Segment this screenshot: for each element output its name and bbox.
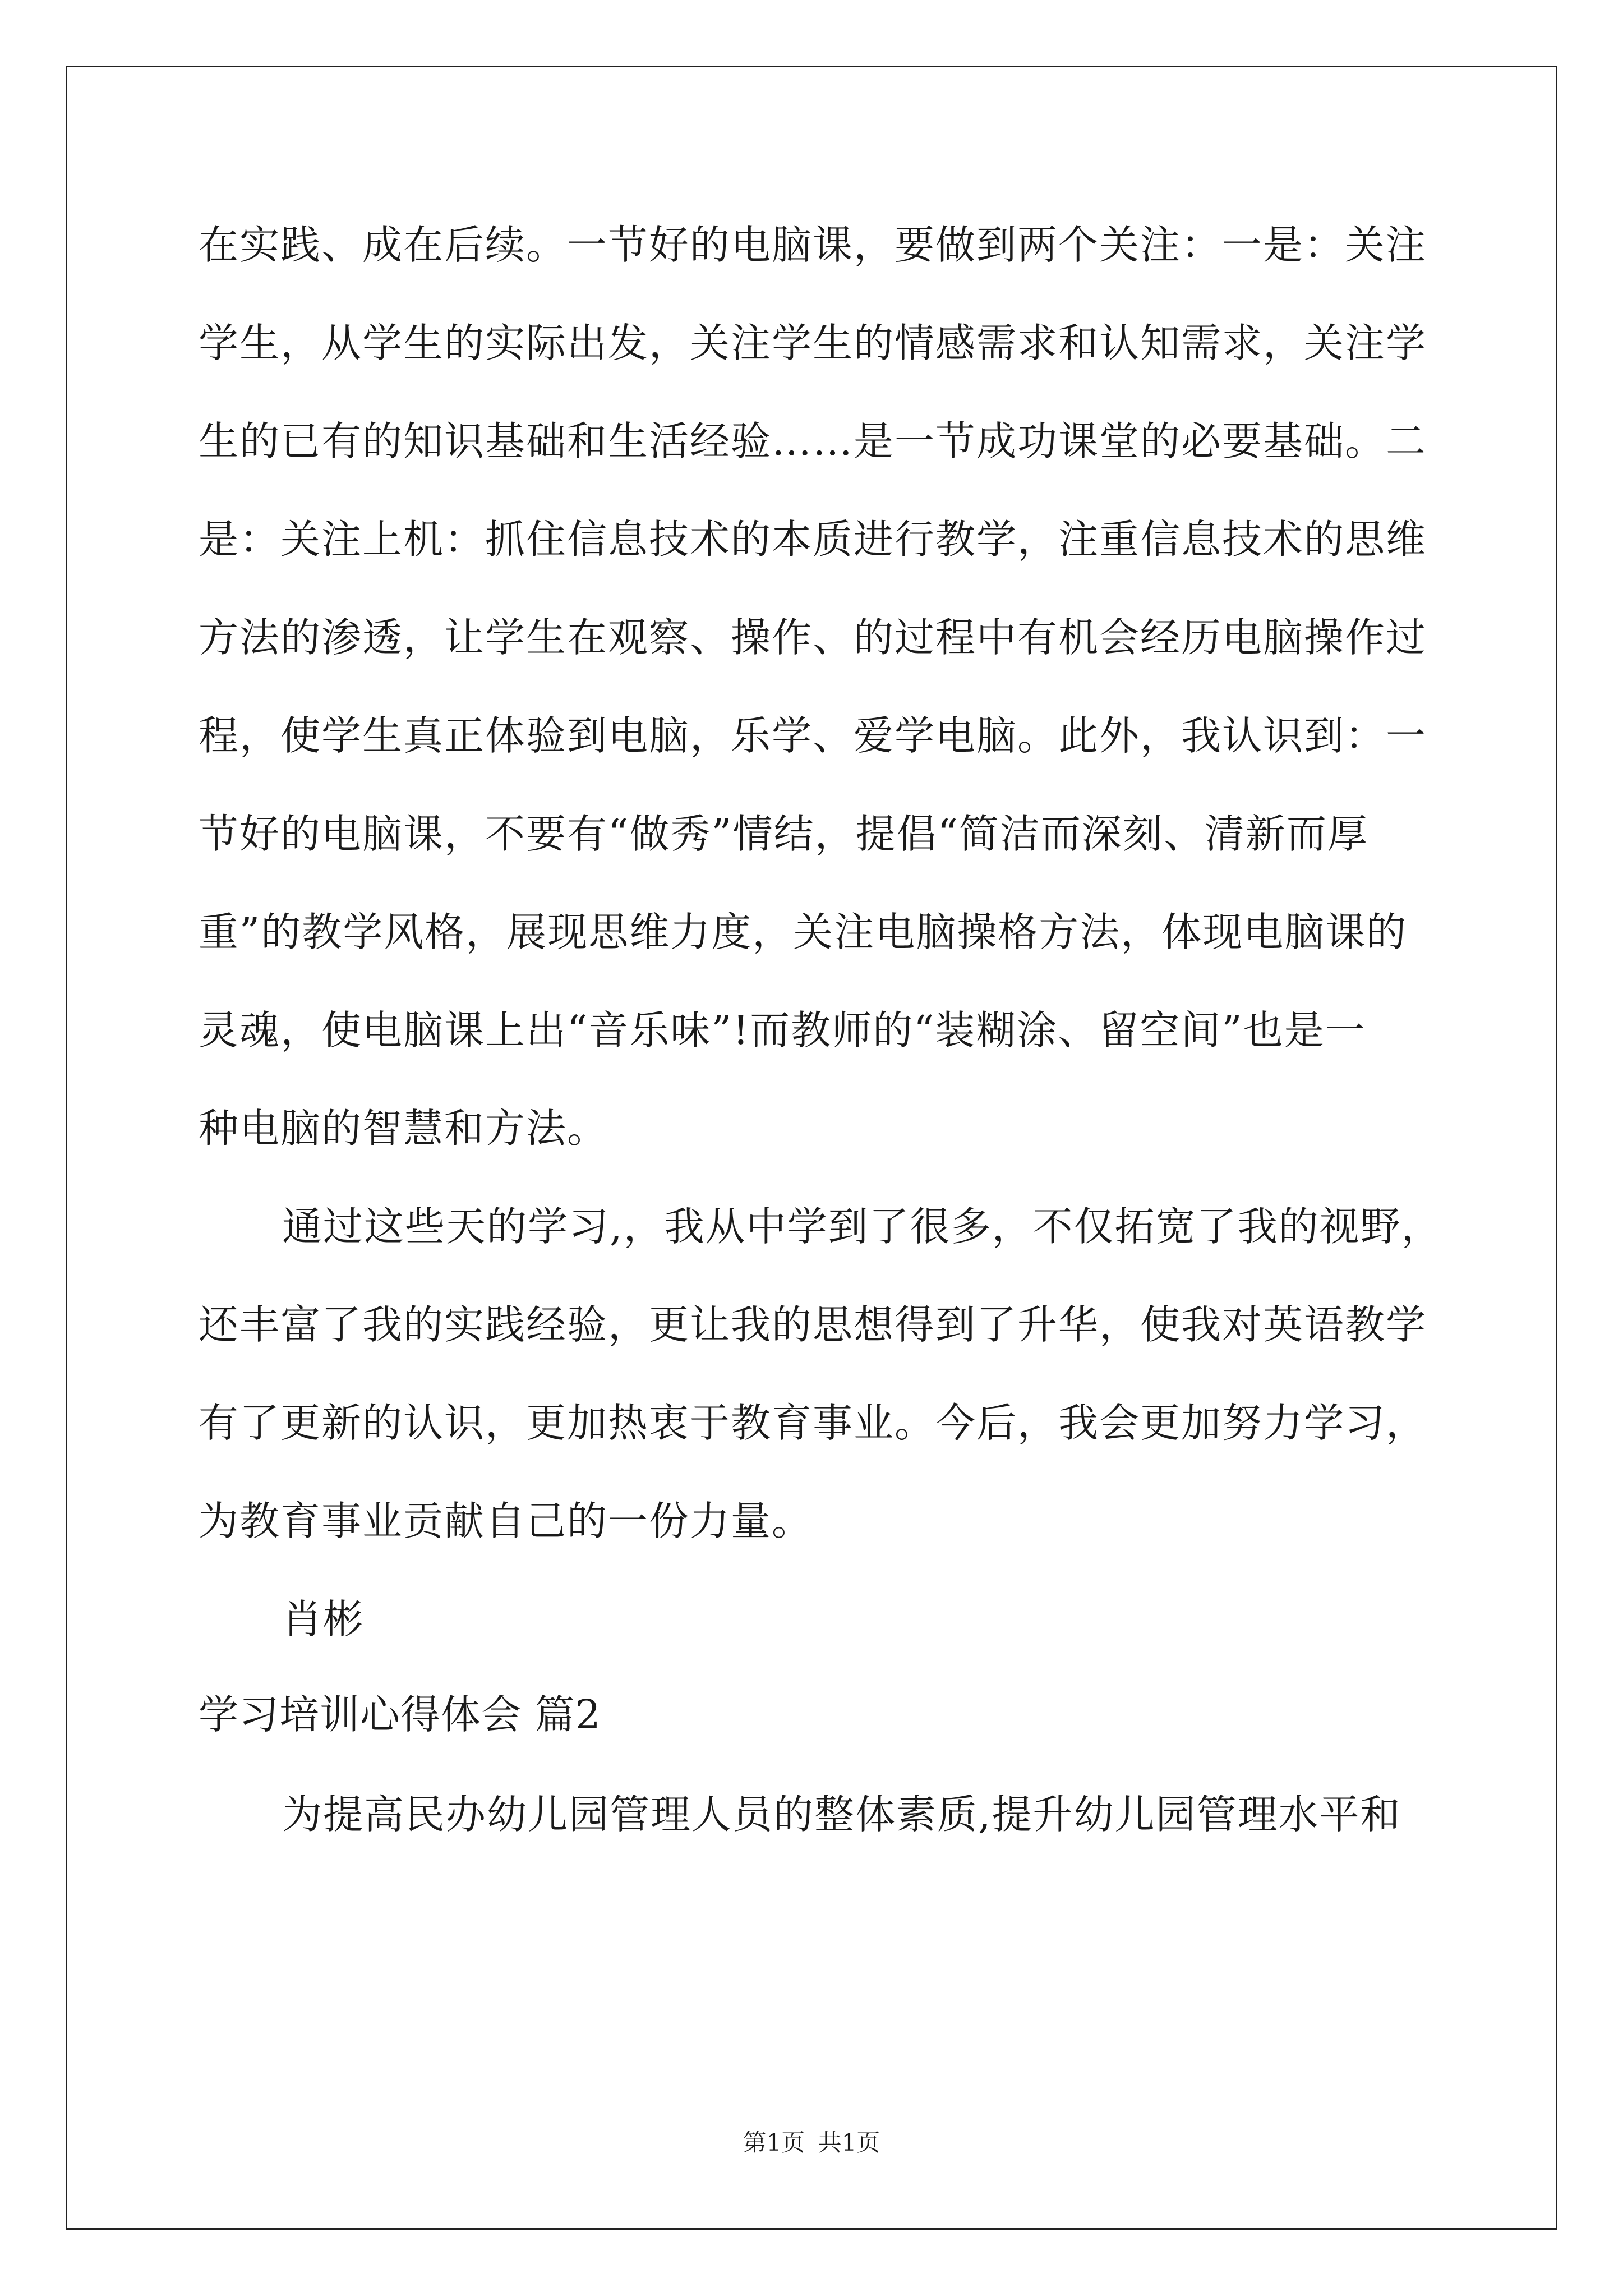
paragraph-line: 还丰富了我的实践经验，更让我的思想得到了升华，使我对英语教学 — [199, 1301, 1427, 1348]
signature: 肖彬 — [282, 1596, 365, 1642]
paragraph-line: 灵魂，使电脑课上出“音乐味”!而教师的“装糊涂、留空间”也是一 — [199, 1007, 1366, 1053]
page-footer: 第1页 共1页 — [743, 2129, 880, 2156]
paragraph-line: 生的已有的知识基础和生活经验……是一节成功课堂的必要基础。二 — [199, 418, 1427, 464]
paragraph-line: 程，使学生真正体验到电脑，乐学、爱学电脑。此外，我认识到：一 — [199, 712, 1427, 759]
paragraph-line: 有了更新的认识，更加热衷于教育事业。今后，我会更加努力学习， — [199, 1400, 1427, 1446]
paragraph-line: 在实践、成在后续。一节好的电脑课，要做到两个关注：一是：关注 — [199, 222, 1427, 268]
paragraph-line: 通过这些天的学习,，我从中学到了很多，不仅拓宽了我的视野， — [282, 1203, 1442, 1250]
paragraph-line: 学生，从学生的实际出发，关注学生的情感需求和认知需求，关注学 — [199, 320, 1427, 366]
paragraph-line: 是：关注上机：抓住信息技术的本质进行教学，注重信息技术的思维 — [199, 516, 1427, 563]
paragraph-line: 重”的教学风格，展现思维力度，关注电脑操格方法，体现电脑课的 — [199, 909, 1408, 955]
paragraph-line: 种电脑的智慧和方法。 — [199, 1105, 608, 1152]
paragraph-line: 为教育事业贡献自己的一份力量。 — [199, 1498, 813, 1544]
paragraph-line: 方法的渗透，让学生在观察、操作、的过程中有机会经历电脑操作过 — [199, 614, 1427, 661]
paragraph-line: 为提高民办幼儿园管理人员的整体素质,提升幼儿园管理水平和 — [282, 1791, 1401, 1838]
section-heading: 学习培训心得体会 篇2 — [199, 1691, 601, 1738]
paragraph-line: 节好的电脑课，不要有“做秀”情结，提倡“简洁而深刻、清新而厚 — [199, 811, 1368, 857]
